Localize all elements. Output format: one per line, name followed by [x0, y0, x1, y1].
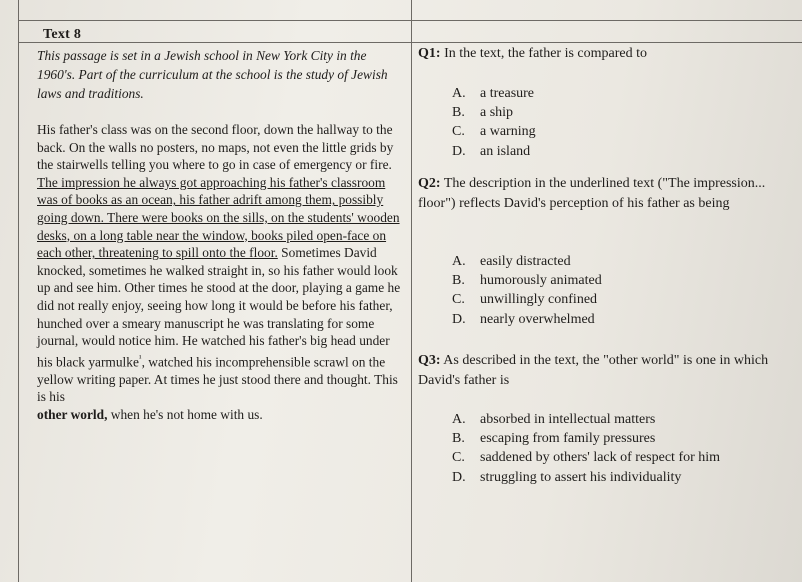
table-top-border: [18, 20, 802, 21]
question-label: Q3:: [418, 353, 441, 368]
table-column-divider: [411, 0, 412, 582]
option-c[interactable]: C. saddened by others' lack of respect for him: [452, 450, 721, 466]
question-3: [418, 351, 802, 390]
option-a[interactable]: A. a treasure: [452, 86, 535, 101]
question-text: In the text, the father is compared to: [444, 46, 647, 61]
question-label: Q1:: [418, 46, 441, 61]
option-d[interactable]: D. nearly overwhelmed: [452, 311, 595, 327]
passage-intro: This passage is set in a Jewish school in New York City in the 1960's. Part of the curriculum at the school is the study of Jewish laws and traditions.: [37, 48, 388, 101]
passage-text: Sometimes David knocked, sometimes he walked straight in, so his father would look up and see him. Other times he stood at the door, playing a game he did not really enjoy, seeing how long it would be before his father, hunched over a smeary manuscript he was translating for some journal, would notice him. He watched his father's big head under his black yarmulke: [37, 245, 401, 370]
option-a[interactable]: A. absorbed in intellectual matters: [452, 412, 656, 427]
text-title: Text 8: [43, 27, 82, 42]
underlined-passage: The impression he always got approaching his father's classroom was of books as an ocean, his father adrift among them, possibly going down. There were books on the sills, on the students' wooden desks, on a long table near the window, books piled open-face on each other, threatening to spill onto the floor.: [37, 174, 400, 261]
passage-body: [37, 121, 405, 424]
question-2-options: [452, 252, 602, 329]
passage-text: when he's not home with us.: [110, 406, 263, 422]
option-d[interactable]: D. an island: [452, 143, 531, 159]
option-d[interactable]: D. struggling to assert his individuality: [452, 469, 682, 485]
option-a[interactable]: A. easily distracted: [452, 254, 571, 269]
question-2: [418, 174, 802, 213]
question-1-options: [452, 84, 536, 161]
footnote-marker: ¹: [138, 352, 142, 363]
question-label: Q2:: [418, 176, 441, 191]
question-3-options: [452, 410, 720, 487]
question-text: The description in the underlined text ("The impression... floor") reflects David's perception of his father as being: [418, 176, 766, 211]
passage-text: His father's class was on the second floor, down the hallway to the back. On the walls no posters, no maps, not even the little grids by the stairwells telling you where to go in case of emergency or fire.: [37, 122, 394, 173]
table-header-divider: [18, 42, 802, 43]
question-text: As described in the text, the "other world" is one in which David's father is: [418, 353, 769, 388]
option-b[interactable]: B. humorously animated: [452, 273, 602, 289]
passage-text: , watched his incomprehensible scrawl on the yellow writing paper. At times he just stood there and thought. This is his: [37, 354, 398, 405]
option-b[interactable]: B. a ship: [452, 105, 514, 121]
table-left-border: [18, 0, 19, 582]
option-c[interactable]: C. unwillingly confined: [452, 292, 598, 308]
question-1: [418, 44, 802, 64]
option-b[interactable]: B. escaping from family pressures: [452, 431, 656, 447]
option-c[interactable]: C. a warning: [452, 124, 536, 140]
bold-phrase: other world,: [37, 406, 108, 422]
